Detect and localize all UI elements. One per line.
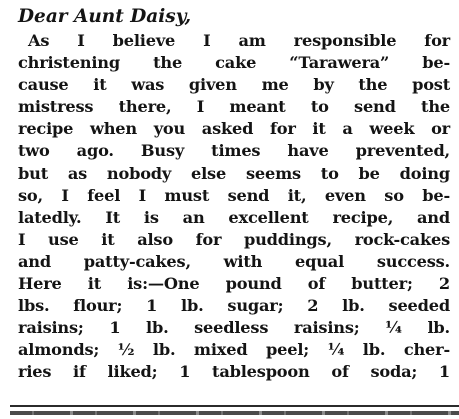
top-clipped-ornament xyxy=(215,0,255,1)
body-line: mistress there, I meant to send the xyxy=(18,97,450,117)
letter-column xyxy=(18,4,450,384)
body-line: and patty-cakes, with equal success. xyxy=(18,251,450,271)
divider-clipped-text xyxy=(10,411,459,415)
letter-salutation: Dear Aunt Daisy, xyxy=(18,6,192,27)
body-line: raisins; 1 lb. seedless raisins; ¼ lb. xyxy=(18,318,450,338)
body-line: so, I feel I must send it, even so be- xyxy=(18,185,450,205)
body-line: ries if liked; 1 tablespoon of soda; 1 xyxy=(18,362,450,382)
body-line: Here it is:—One pound of butter; 2 xyxy=(18,274,450,294)
body-line: cause it was given me by the post xyxy=(18,75,450,95)
body-line: but as nobody else seems to be doing xyxy=(18,163,450,183)
body-line: christening the cake “Tarawera” be- xyxy=(18,53,450,73)
body-line: almonds; ½ lb. mixed peel; ¼ lb. cher- xyxy=(18,340,450,360)
body-line: I use it also for puddings, rock-cakes xyxy=(18,229,450,249)
body-line: recipe when you asked for it a week or xyxy=(18,119,450,139)
bottom-divider xyxy=(10,405,459,415)
body-line: two ago. Busy times have prevented, xyxy=(18,141,450,161)
body-line: As I believe I am responsible for xyxy=(28,31,450,50)
letter-body xyxy=(18,30,450,384)
body-line: lbs. flour; 1 lb. sugar; 2 lb. seeded xyxy=(18,296,450,316)
divider-line xyxy=(10,405,459,407)
body-line: latedly. It is an excellent recipe, and xyxy=(18,207,450,227)
